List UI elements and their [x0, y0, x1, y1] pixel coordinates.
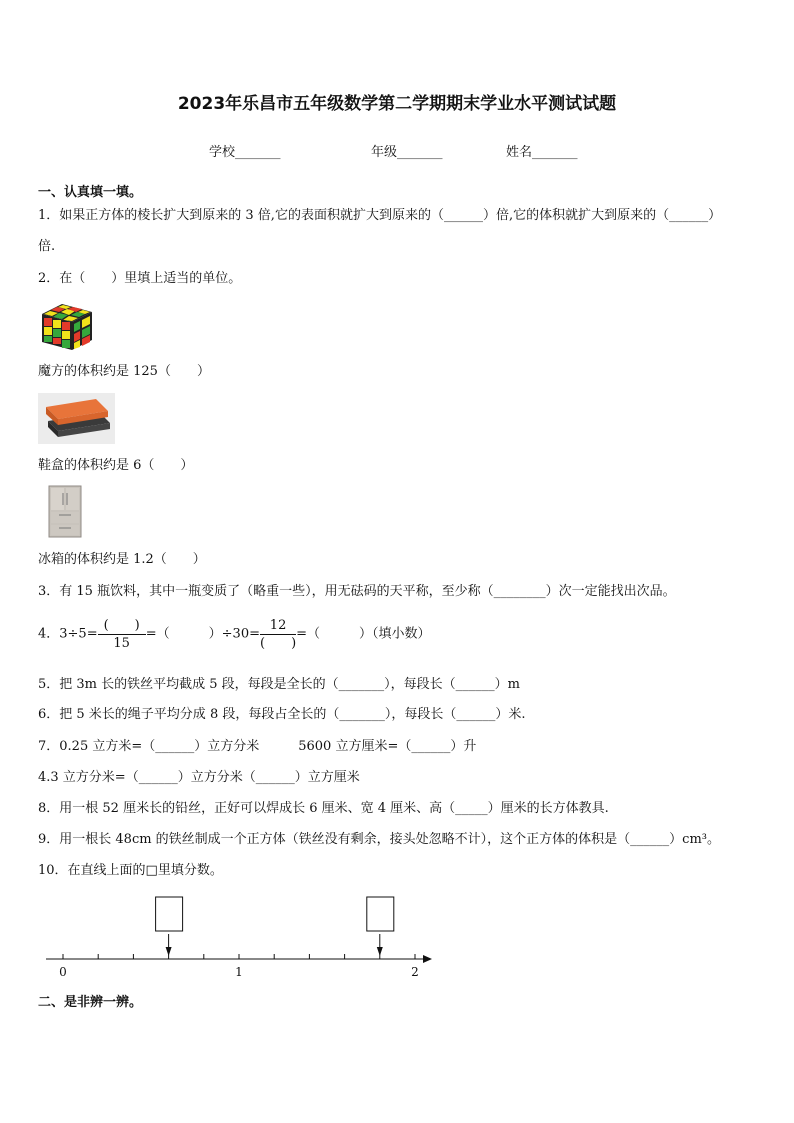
- rubiks-cube-image: [40, 300, 95, 352]
- question-2: 2．在（ ）里填上适当的单位。: [38, 271, 242, 286]
- q4-suffix: =（ ）（填小数）: [296, 626, 431, 642]
- q4-fraction-2: [260, 617, 296, 652]
- shoebox-volume-question: 鞋盒的体积约是 6（ ）: [38, 458, 194, 473]
- q4-middle: =（ ）÷30=: [145, 626, 260, 642]
- number-line-label: 2: [411, 965, 419, 979]
- number-line-label: 0: [59, 965, 67, 979]
- q4-fraction-1-numerator: ( ): [98, 617, 146, 635]
- section1-heading: 一、认真填一填。: [38, 185, 143, 200]
- answer-box: [367, 897, 394, 931]
- cube-volume-question: 魔方的体积约是 125（ ）: [38, 364, 210, 379]
- q4-fraction-1-denominator: 15: [113, 636, 130, 651]
- answer-box: [156, 897, 183, 931]
- question-1-line2: 倍.: [38, 239, 56, 254]
- question-5: 5．把 3m 长的铁丝平均截成 5 段，每段是全长的（_______），每段长（______）m: [38, 677, 520, 692]
- fridge-volume-question: 冰箱的体积约是 1.2（ ）: [38, 552, 206, 567]
- page-title: 2023年乐昌市五年级数学第二学期期末学业水平测试试题: [177, 94, 617, 114]
- number-line: [40, 890, 440, 982]
- marker-arrow-head: [166, 947, 172, 956]
- question-6: 6．把 5 米长的绳子平均分成 8 段，每段占全长的（_______），每段长（______）米.: [38, 707, 526, 722]
- name-field: 姓名_______: [506, 145, 578, 160]
- number-line-arrowhead: [423, 955, 432, 963]
- q4-fraction-2-numerator: 12: [260, 617, 296, 635]
- q4-fraction-2-denominator: ( ): [260, 636, 297, 651]
- question-7-line1: 7．0.25 立方米=（______）立方分米 5600 立方厘米=（______）升: [38, 739, 477, 754]
- grade-field: 年级_______: [371, 145, 443, 160]
- question-7-line2: 4.3 立方分米=（______）立方分米（______）立方厘米: [38, 770, 360, 785]
- question-4: [38, 617, 431, 652]
- q4-prefix: 4．3÷5=: [38, 626, 98, 642]
- q4-fraction-1: [98, 617, 146, 652]
- marker-arrow-head: [377, 947, 383, 956]
- number-line-label: 1: [235, 965, 243, 979]
- school-field: 学校_______: [209, 145, 281, 160]
- shoebox-image: [38, 393, 115, 444]
- question-1-line1: 1．如果正方体的棱长扩大到原来的 3 倍,它的表面积就扩大到原来的（______）倍,它的体积就扩大到原来的（______）: [38, 208, 722, 223]
- question-9: 9．用一根长 48cm 的铁丝制成一个正方体（铁丝没有剩余，接头处忽略不计），这个正方体的体积是（______）cm³。: [38, 832, 721, 847]
- section2-heading: 二、是非辨一辨。: [38, 995, 143, 1010]
- question-3: 3．有 15 瓶饮料，其中一瓶变质了（略重一些），用无砝码的天平称，至少称（________）次一定能找出次品。: [38, 584, 676, 599]
- question-10: 10．在直线上面的□里填分数。: [38, 863, 223, 878]
- refrigerator-image: [45, 485, 85, 539]
- question-8: 8．用一根 52 厘米长的铅丝，正好可以焊成长 6 厘米、宽 4 厘米、高（_____）厘米的长方体教具.: [38, 801, 609, 816]
